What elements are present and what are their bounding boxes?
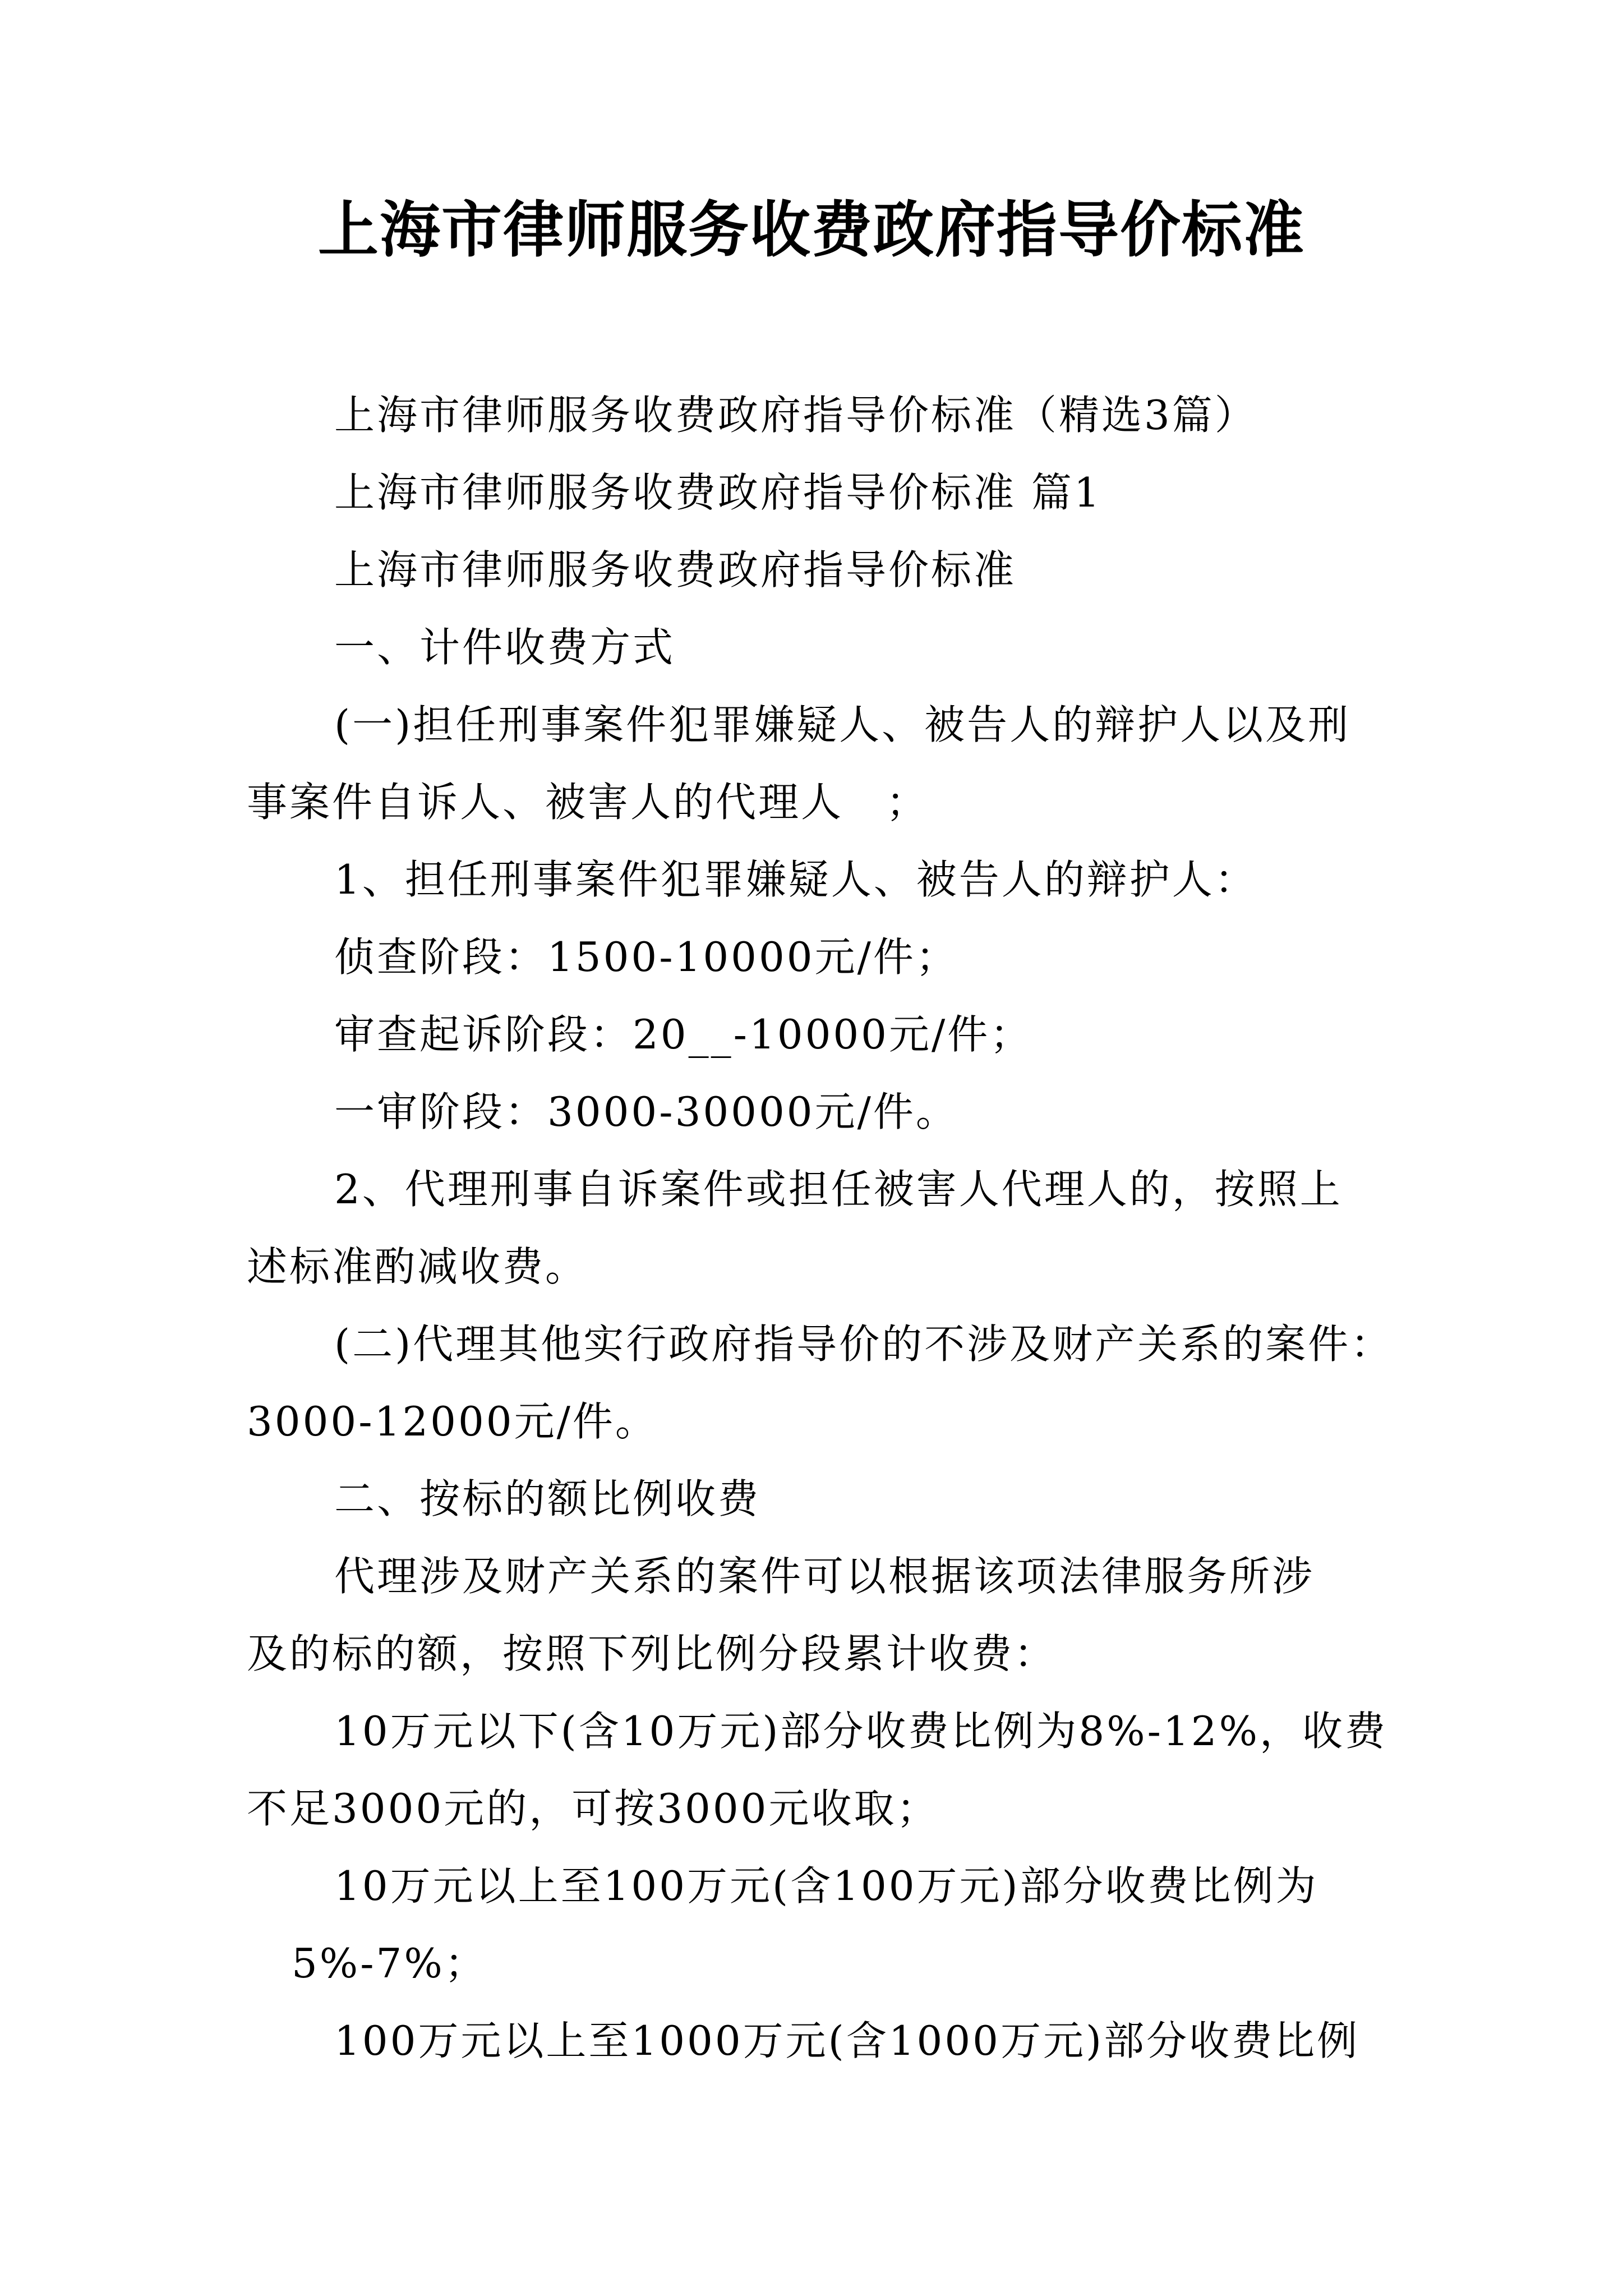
paragraph-line: 5%-7%； [292,1940,487,1987]
paragraph-line: 代理涉及财产关系的案件可以根据该项法律服务所涉 [334,1553,1315,1600]
document-title: 上海市律师服务收费政府指导价标准 [317,195,1305,265]
paragraph-line: (二)代理其他实行政府指导价的不涉及财产关系的案件： [334,1320,1394,1368]
paragraph-line: 事案件自诉人、被害人的代理人 ； [247,779,929,826]
heading-1: 一、计件收费方式 [334,624,676,671]
paragraph-line: 及的标的额，按照下列比例分段累计收费： [247,1630,1057,1677]
paragraph-line: 侦查阶段：1500-10000元/件； [334,933,958,981]
paragraph-line: 100万元以上至1000万元(含1000万元)部分收费比例 [334,2017,1360,2064]
subtitle-line: 上海市律师服务收费政府指导价标准（精选3篇） [334,392,1257,439]
paragraph-line: 不足3000元的，可按3000元收取； [247,1785,939,1832]
paragraph-line: 一审阶段：3000-30000元/件。 [334,1088,958,1135]
section-heading: 上海市律师服务收费政府指导价标准 篇1 [334,469,1102,516]
paragraph-line: 2、代理刑事自诉案件或担任被害人代理人的，按照上 [334,1166,1343,1213]
paragraph-line: 10万元以下(含10万元)部分收费比例为8%-12%，收费 [334,1708,1387,1755]
paragraph-line: 10万元以上至100万元(含100万元)部分收费比例为 [334,1862,1318,1910]
paragraph-line: 述标准酌减收费。 [247,1243,588,1290]
section-title: 上海市律师服务收费政府指导价标准 [334,546,1017,593]
heading-2: 二、按标的额比例收费 [334,1475,761,1522]
paragraph-line: 1、担任刑事案件犯罪嫌疑人、被告人的辩护人： [334,856,1257,903]
paragraph-line: 3000-12000元/件。 [247,1398,658,1445]
paragraph-line: (一)担任刑事案件犯罪嫌疑人、被告人的辩护人以及刑 [334,701,1351,748]
paragraph-line: 审查起诉阶段：20__-10000元/件； [334,1011,1033,1058]
